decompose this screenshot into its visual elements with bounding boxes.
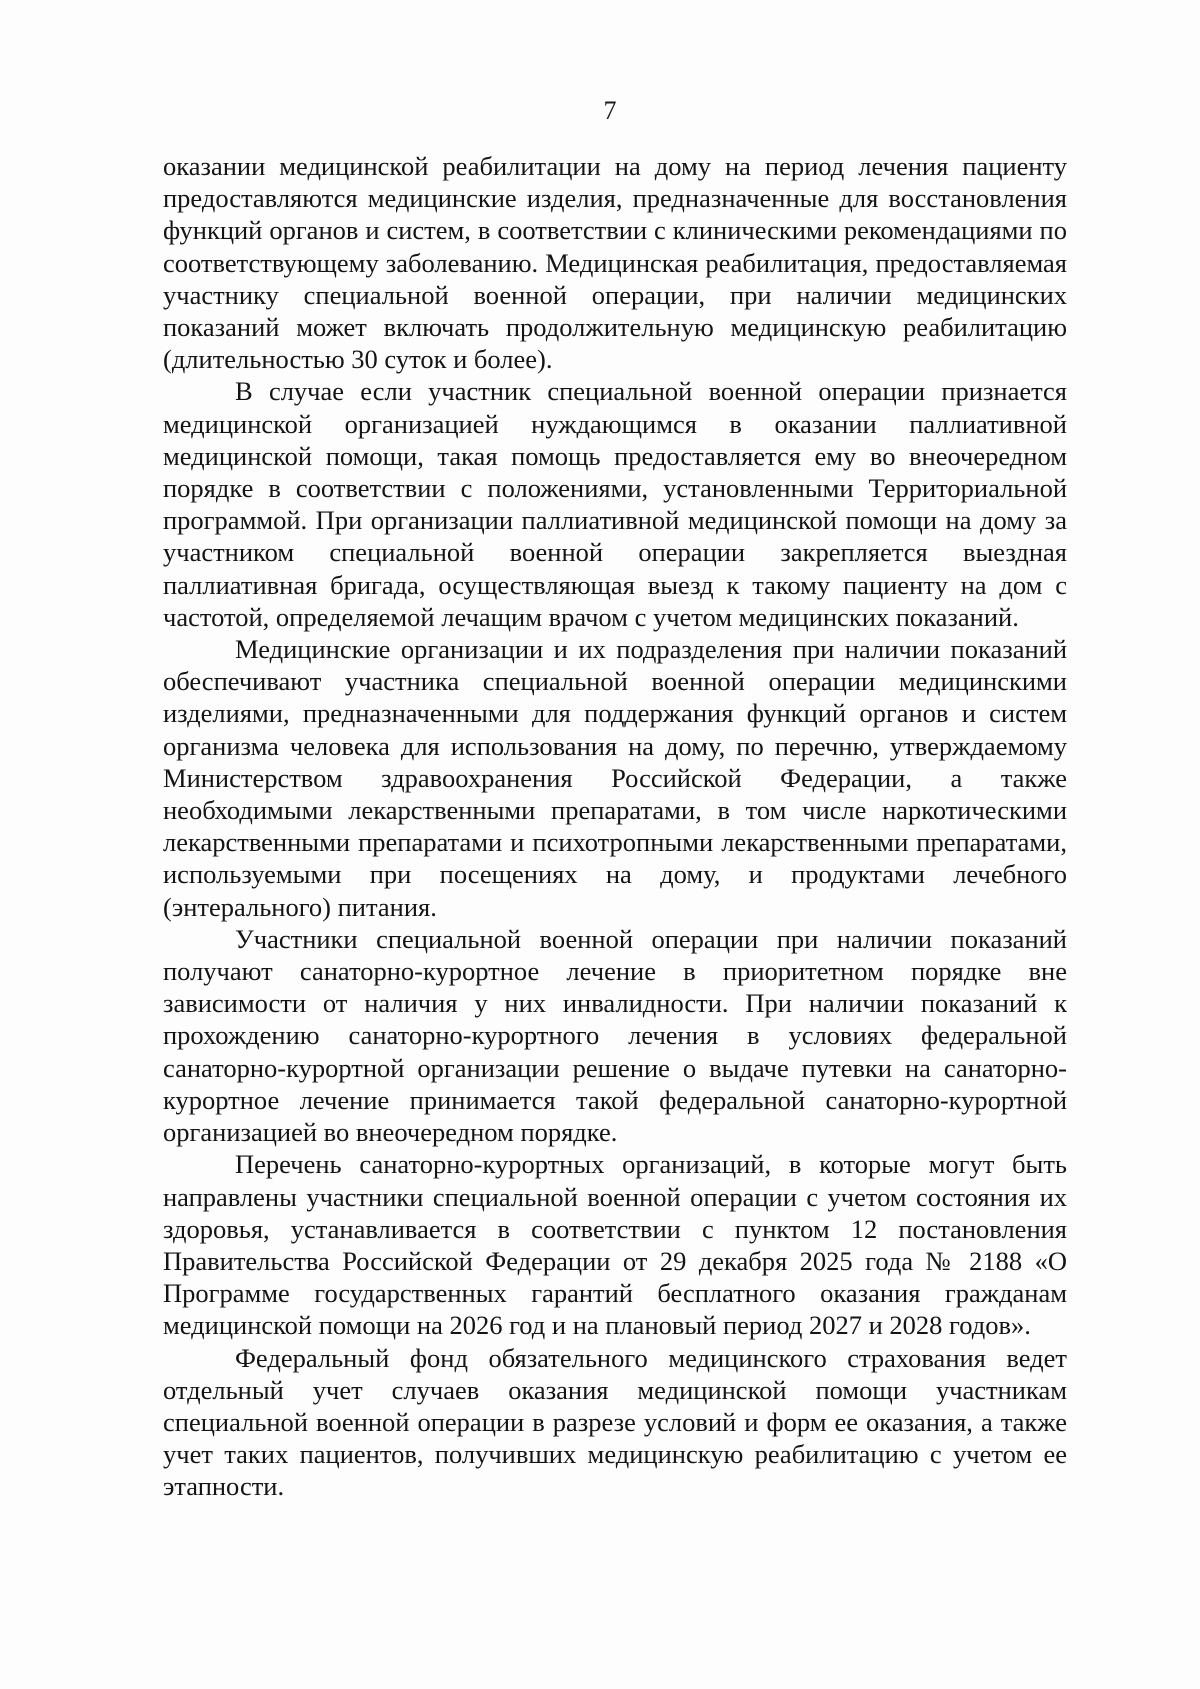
paragraph-sanatorium-treatment: Участники специальной военной операции при наличии показаний получают санаторно-курортное лечение в приоритетном порядке вне зависимости от наличия у них инвалидности. При наличии показаний к прохождению санаторно-курортного лечения в условиях федеральной санаторно-курортной организации решение о выдаче путевки на санаторно-курортное лечение принимается такой федеральной санаторно-курортной организацией во внеочередном порядке. — [163, 923, 1067, 1148]
document-body — [163, 150, 1067, 1503]
paragraph-insurance-fund: Федеральный фонд обязательного медицинского страхования ведет отдельный учет случаев оказания медицинской помощи участникам специальной военной операции в разрезе условий и форм ее оказания, а также учет таких пациентов, получивших медицинскую реабилитацию с учетом ее этапности. — [163, 1342, 1067, 1502]
paragraph-continuation: оказании медицинской реабилитации на дому на период лечения пациенту предоставляются медицинские изделия, предназначенные для восстановления функций органов и систем, в соответствии с клиническими рекомендациями по соответствующему заболеванию. Медицинская реабилитация, предоставляемая участнику специальной военной операции, при наличии медицинских показаний может включать продолжительную медицинскую реабилитацию (длительностью 30 суток и более). — [163, 151, 1067, 375]
page-number: 7 — [603, 96, 617, 125]
paragraph-palliative-care: В случае если участник специальной военной операции признается медицинской организацией нуждающимся в оказании паллиативной медицинской помощи, такая помощь предоставляется ему во внеочередном порядке в соответствии с положениями, установленными Территориальной программой. При организации паллиативной медицинской помощи на дому за участником специальной военной операции закрепляется выездная паллиативная бригада, осуществляющая выезд к такому пациенту на дом с частотой, определяемой лечащим врачом с учетом медицинских показаний. — [163, 376, 1067, 632]
paragraph-medical-devices: Медицинские организации и их подразделения при наличии показаний обеспечивают участника специальной военной операции медицинскими изделиями, предназначенными для поддержания функций органов и систем организма человека для использования на дому, по перечню, утверждаемому Министерством здравоохранения Российской Федерации, а также необходимыми лекарственными препаратами, в том числе наркотическими лекарственными препаратами и психотропными лекарственными препаратами, используемыми при посещениях на дому, и продуктами лечебного (энтерального) питания. — [163, 634, 1067, 922]
paragraph-sanatorium-list: Перечень санаторно-курортных организаций, в которые могут быть направлены участники специальной военной операции с учетом состояния их здоровья, устанавливается в соответствии с пунктом 12 постановления Правительства Российской Федерации от 29 декабря 2025 года № 2188 «О Программе государственных гарантий бесплатного оказания гражданам медицинской помощи на 2026 год и на плановый период 2027 и 2028 годов». — [163, 1149, 1067, 1341]
